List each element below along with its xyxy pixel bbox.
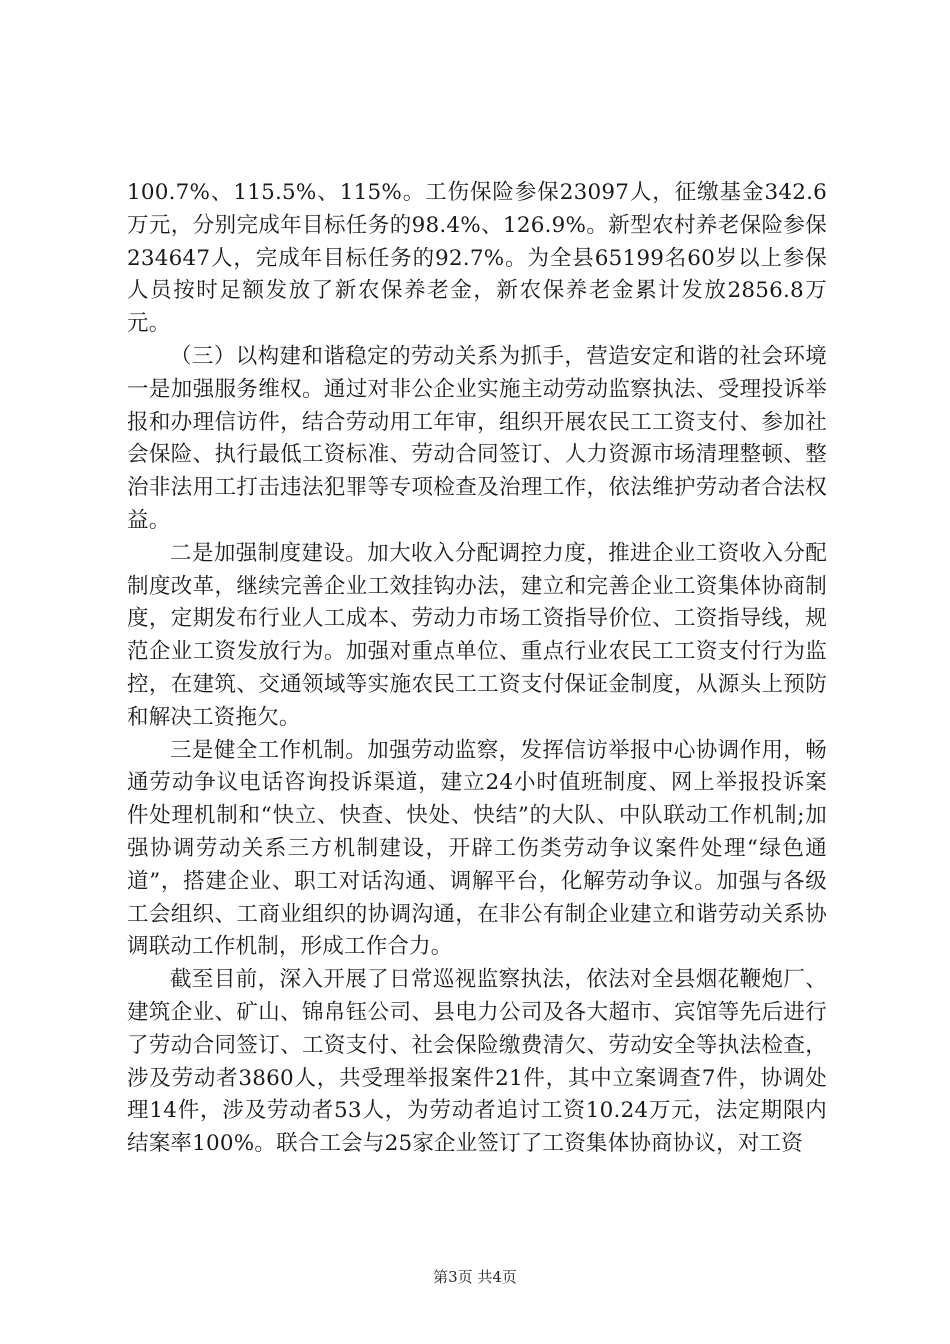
paragraph-insurance-stats: 100.7%、115.5%、115%。工伤保险参保23097人，征缴基金342.6万元，分别完成年目标任务的98.4%、126.9%。新型农村养老保险参保234647人，完成年目标任务的92.7%。为全县65199名60岁以上参保人员按时足额发放了新农保养老金，新农保养老金累计发放2856.8万元。 [127,180,827,337]
paragraph-progress-to-date: 截至目前，深入开展了日常巡视监察执法，依法对全县烟花鞭炮厂、建筑企业、矿山、锦帛钰公司、县电力公司及各大超市、宾馆等先后进行了劳动合同签订、工资支付、社会保险缴费清欠、劳动安全等执法检查，涉及劳动者3860人，共受理举报案件21件，其中立案调查7件，协调处理14件，涉及劳动者53人，为劳动者追讨工资10.24万元，法定期限内结案率100%。联合工会与25家企业签订了工资集体协商协议，对工资 [127,967,827,1157]
document-body [127,177,827,1161]
paragraph-section-three: （三）以构建和谐稳定的劳动关系为抓手，营造安定和谐的社会环境一是加强服务维权。通过对非公企业实施主动劳动监察执法、受理投诉举报和办理信访件，结合劳动用工年审，组织开展农民工工资支付、参加社会保险、执行最低工资标准、劳动合同签订、人力资源市场清理整顿、整治非法用工打击违法犯罪等专项检查及治理工作，依法维护劳动者合法权益。 [127,343,827,533]
paragraph-work-mechanism: 三是健全工作机制。加强劳动监察，发挥信访举报中心协调作用，畅通劳动争议电话咨询投诉渠道，建立24小时值班制度、网上举报投诉案件处理机制和“快立、快查、快处、快结”的大队、中队联动工作机制;加强协调劳动关系三方机制建设，开辟工伤类劳动争议案件处理“绿色通道”，搭建企业、职工对话沟通、调解平台，化解劳动争议。加强与各级工会组织、工商业组织的协调沟通，在非公有制企业建立和谐劳动关系协调联动工作机制，形成工作合力。 [127,737,827,960]
page-number-footer: 第3页 共4页 [433,1268,517,1286]
paragraph-system-building: 二是加强制度建设。加大收入分配调控力度，推进企业工资收入分配制度改革，继续完善企业工效挂钩办法，建立和完善企业工资集体协商制度，定期发布行业人工成本、劳动力市场工资指导价位、工资指导线，规范企业工资发放行为。加强对重点单位、重点行业农民工工资支付行为监控，在建筑、交通领域等实施农民工工资支付保证金制度，从源头上预防和解决工资拖欠。 [127,540,827,730]
